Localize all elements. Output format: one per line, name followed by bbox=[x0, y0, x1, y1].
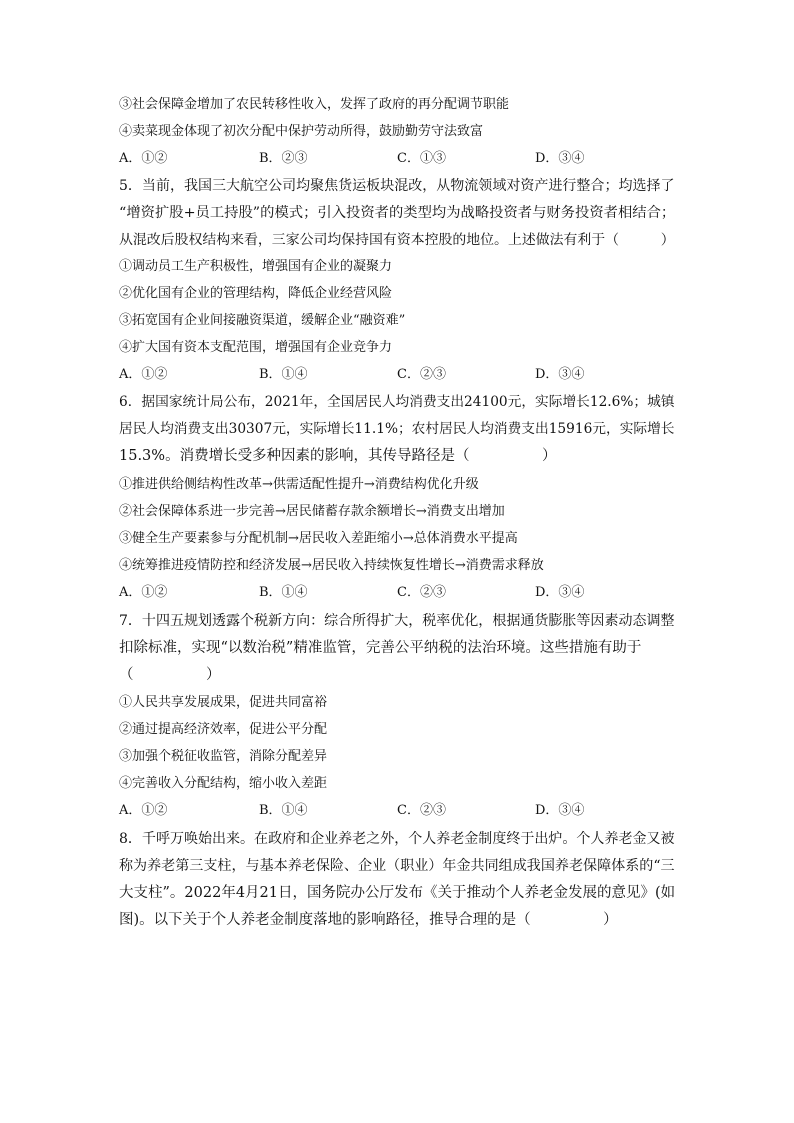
question-7-stem: 7．十四五规划透露个税新方向：综合所得扩大，税率优化，根据通货膨胀等因素动态调整 bbox=[119, 613, 675, 629]
question-5-stem: 5．当前，我国三大航空公司均聚焦货运板块混改，从物流领域对资产进行整合；均选择了 bbox=[119, 178, 675, 194]
statement-line: ③社会保障金增加了农民转移性收入，发挥了政府的再分配调节职能 bbox=[119, 97, 510, 112]
option-c[interactable]: C．②③ bbox=[397, 585, 446, 600]
option-a[interactable]: A．①② bbox=[119, 151, 168, 166]
statement-line: ②社会保障体系进一步完善→居民储蓄存款余额增长→消费支出增加 bbox=[119, 504, 505, 519]
statement-line: ③拓宽国有企业间接融资渠道，缓解企业“融资难” bbox=[119, 313, 406, 328]
option-b[interactable]: B．②③ bbox=[259, 151, 308, 166]
option-c[interactable]: C．②③ bbox=[397, 367, 446, 382]
option-b[interactable]: B．①④ bbox=[259, 367, 308, 382]
option-a[interactable]: A．①② bbox=[119, 803, 168, 818]
statement-line: ④完善收入分配结构，缩小收入差距 bbox=[119, 776, 328, 791]
option-d[interactable]: D．③④ bbox=[535, 367, 585, 382]
question-5-stem: 从混改后股权结构来看，三家公司均保持国有资本控股的地位。上述做法有利于（ ） bbox=[119, 232, 675, 248]
statement-line: ②优化国有企业的管理结构，降低企业经营风险 bbox=[119, 286, 393, 301]
question-7-stem: （ ） bbox=[119, 667, 221, 683]
option-b[interactable]: B．①④ bbox=[259, 803, 308, 818]
statement-line: ③加强个税征收监管，消除分配差异 bbox=[119, 749, 328, 764]
question-7-stem: 扣除标准，实现“以数治税”精准监管，完善公平纳税的法治环境。这些措施有助于 bbox=[119, 640, 642, 656]
statement-line: ①推进供给侧结构性改革→供需适配性提升→消费结构优化升级 bbox=[119, 477, 479, 492]
statement-line: ④扩大国有资本支配范围，增强国有企业竞争力 bbox=[119, 340, 393, 355]
question-6-stem: 6．据国家统计局公布，2021年，全国居民人均消费支出24100元，实际增长12.6%；城镇 bbox=[119, 394, 675, 410]
question-8-stem: 称为养老第三支柱，与基本养老保险、企业（职业）年金共同组成我国养老保障体系的“三 bbox=[119, 858, 675, 874]
statement-line: ②通过提高经济效率，促进公平分配 bbox=[119, 722, 328, 737]
option-b[interactable]: B．①④ bbox=[259, 585, 308, 600]
question-8-stem: 图)。以下关于个人养老金制度落地的影响路径，推导合理的是（ ） bbox=[119, 912, 618, 928]
statement-line: ④卖菜现金体现了初次分配中保护劳动所得，鼓励勤劳守法致富 bbox=[119, 124, 484, 139]
statement-line: ④统筹推进疫情防控和经济发展→居民收入持续恢复性增长→消费需求释放 bbox=[119, 558, 544, 573]
option-d[interactable]: D．③④ bbox=[535, 803, 585, 818]
question-8-stem: 大支柱”。2022年4月21日，国务院办公厅发布《关于推动个人养老金发展的意见》(如 bbox=[119, 885, 676, 901]
option-d[interactable]: D．③④ bbox=[535, 151, 585, 166]
question-5-stem: “增资扩股+员工持股”的模式；引入投资者的类型均为战略投资者与财务投资者相结合； bbox=[119, 205, 676, 221]
option-c[interactable]: C．②③ bbox=[397, 803, 446, 818]
option-a[interactable]: A．①② bbox=[119, 367, 168, 382]
question-6-stem: 15.3%。消费增长受多种因素的影响，其传导路径是（ ） bbox=[119, 448, 557, 464]
question-8-stem: 8．千呼万唤始出来。在政府和企业养老之外，个人养老金制度终于出炉。个人养老金又被 bbox=[119, 831, 675, 847]
statement-line: ①人民共享发展成果，促进共同富裕 bbox=[119, 695, 328, 710]
option-c[interactable]: C．①③ bbox=[397, 151, 446, 166]
question-6-stem: 居民人均消费支出30307元，实际增长11.1%；农村居民人均消费支出15916元，实际增长 bbox=[119, 421, 675, 437]
option-d[interactable]: D．③④ bbox=[535, 585, 585, 600]
statement-line: ①调动员工生产积极性，增强国有企业的凝聚力 bbox=[119, 259, 393, 274]
statement-line: ③健全生产要素参与分配机制→居民收入差距缩小→总体消费水平提高 bbox=[119, 531, 518, 546]
option-a[interactable]: A．①② bbox=[119, 585, 168, 600]
